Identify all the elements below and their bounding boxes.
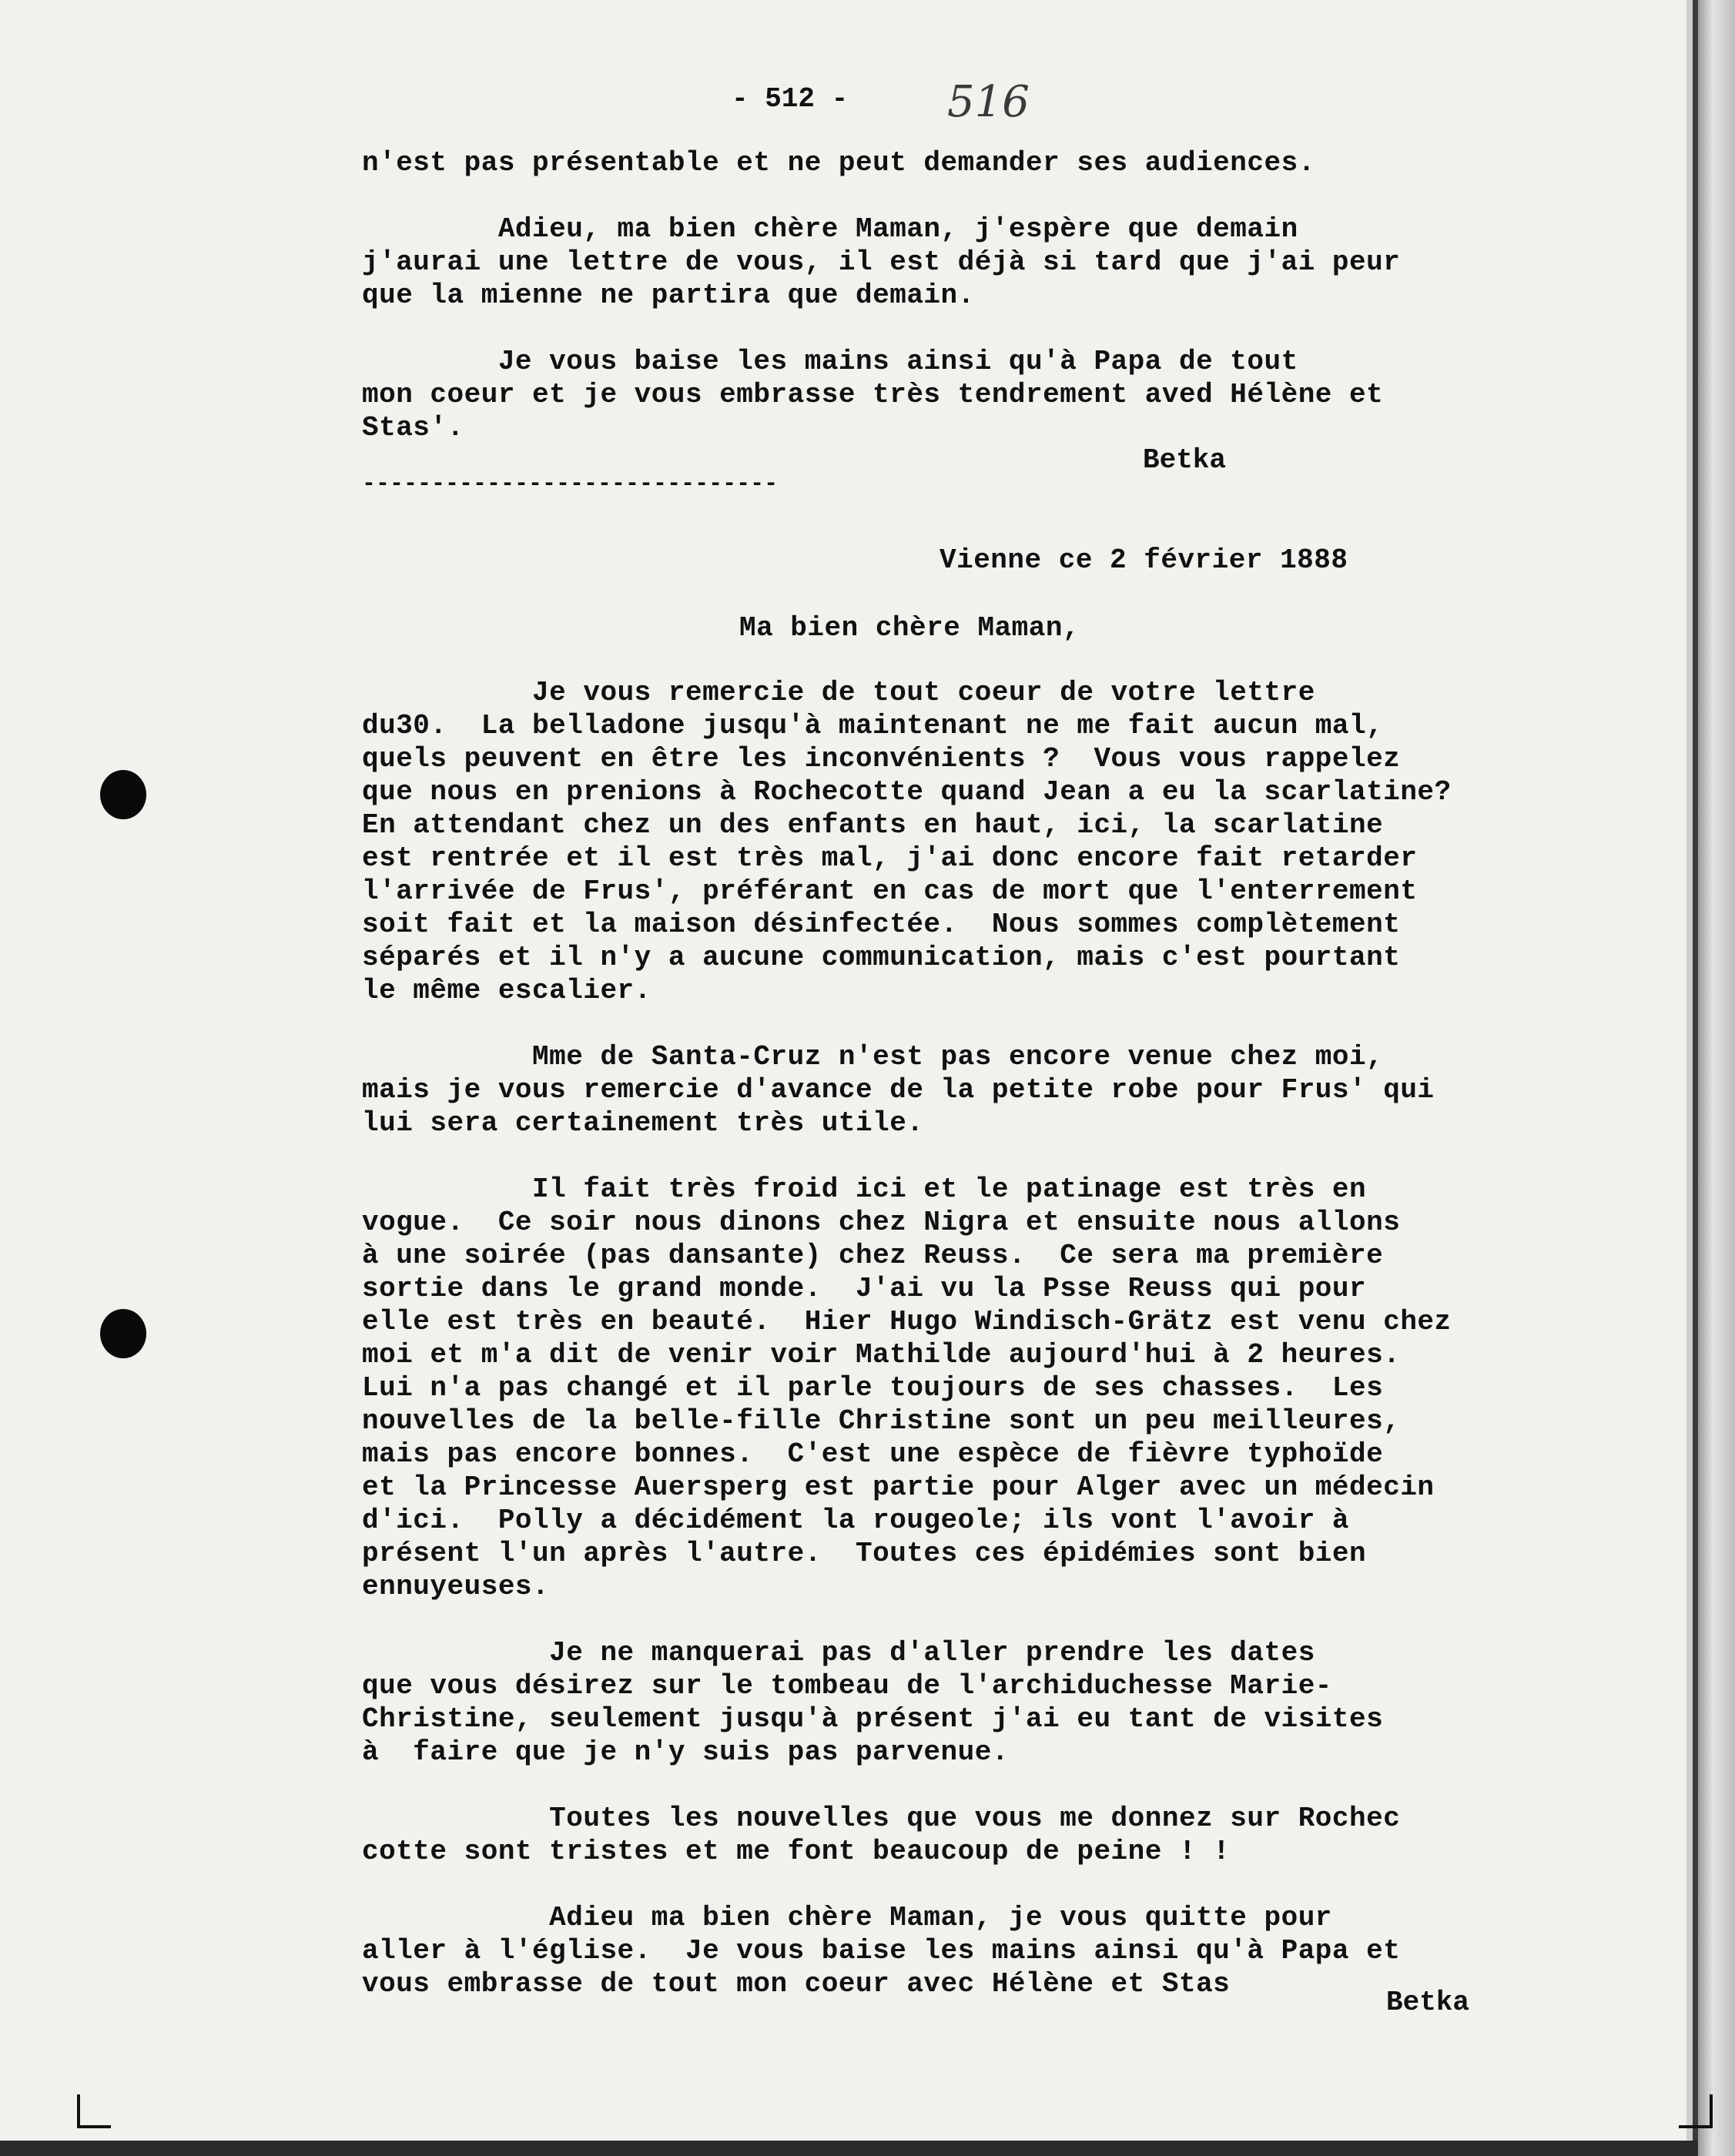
dateline: Vienne ce 2 février 1888 [940,544,1348,576]
text-line: Je ne manquerai pas d'aller prendre les dates [362,1637,1315,1669]
text-line: vogue. Ce soir nous dinons chez Nigra et ensuite nous allons [362,1207,1401,1238]
text-line [362,1769,1640,1802]
text-line: et la Princesse Auersperg est partie pour Alger avec un médecin [362,1471,1435,1503]
text-line: du30. La belladone jusqu'à maintenant ne me fait aucun mal, [362,710,1384,742]
letter-1-body [362,146,1640,444]
text-line: que vous désirez sur le tombeau de l'archiduchesse Marie- [362,1670,1332,1702]
signature-1: Betka [1143,444,1227,476]
text-line: Il fait très froid ici et le patinage est très en [362,1173,1367,1205]
text-line: Mme de Santa-Cruz n'est pas encore venue chez moi, [362,1041,1384,1073]
text-line: En attendant chez un des enfants en haut, ici, la scarlatine [362,809,1384,841]
text-line: à une soirée (pas dansante) chez Reuss. Ce sera ma première [362,1240,1384,1271]
text-line: sortie dans le grand monde. J'ai vu la Psse Reuss qui pour [362,1273,1367,1304]
text-line [362,1140,1640,1173]
text-line: mais pas encore bonnes. C'est une espèce de fièvre typhoïde [362,1438,1384,1470]
text-line: Stas'. [362,412,464,444]
text-line: d'ici. Polly a décidément la rougeole; ils vont l'avoir à [362,1505,1350,1536]
text-line: Adieu ma bien chère Maman, je vous quitte pour [362,1902,1332,1933]
text-line: cotte sont tristes et me font beaucoup de peine ! ! [362,1836,1231,1867]
text-line [362,312,1640,345]
text-line: vous embrasse de tout mon coeur avec Hélène et Stas [362,1968,1231,2000]
letter-2-body [362,676,1640,2000]
text-line: lui sera certainement très utile. [362,1107,924,1139]
text-line: elle est très en beauté. Hier Hugo Windisch-Grätz est venu chez [362,1306,1452,1337]
text-line [362,1603,1640,1636]
text-line: soit fait et la maison désinfectée. Nous sommes complètement [362,909,1401,940]
text-line: est rentrée et il est très mal, j'ai donc encore fait retarder [362,842,1418,874]
separator-line: ------------------------------ [362,471,779,497]
text-line: aller à l'église. Je vous baise les mains ainsi qu'à Papa et [362,1935,1401,1967]
text-line: à faire que je n'y suis pas parvenue. [362,1736,1009,1768]
punch-hole [100,1309,146,1358]
salutation: Ma bien chère Maman, [739,612,1080,644]
text-line: que nous en prenions à Rochecotte quand Jean a eu la scarlatine? [362,776,1452,808]
text-line: présent l'un après l'autre. Toutes ces épidémies sont bien [362,1538,1367,1569]
text-line: quels peuvent en être les inconvénients ? Vous vous rappelez [362,743,1401,775]
page-edge [1698,0,1735,2156]
text-line: que la mienne ne partira que demain. [362,280,975,311]
text-line: moi et m'a dit de venir voir Mathilde aujourd'hui à 2 heures. [362,1339,1401,1371]
signature-2: Betka [1386,1987,1470,2018]
text-line: Je vous baise les mains ainsi qu'à Papa de tout [362,346,1298,377]
text-line: séparés et il n'y a aucune communication, mais c'est pourtant [362,942,1401,973]
handwritten-page-number: 516 [947,77,1030,127]
text-line: mais je vous remercie d'avance de la petite robe pour Frus' qui [362,1074,1435,1106]
text-line: Je vous remercie de tout coeur de votre lettre [362,677,1315,708]
text-line: Lui n'a pas changé et il parle toujours de ses chasses. Les [362,1372,1384,1404]
text-line: le même escalier. [362,975,651,1006]
text-line: Toutes les nouvelles que vous me donnez sur Rochec [362,1803,1401,1834]
text-line: ennuyeuses. [362,1571,550,1602]
text-line: Christine, seulement jusqu'à présent j'ai eu tant de visites [362,1703,1384,1735]
text-line [362,179,1640,213]
text-line: Adieu, ma bien chère Maman, j'espère que demain [362,213,1298,245]
crop-mark [1679,2094,1713,2128]
text-line: nouvelles de la belle-fille Christine sont un peu meilleures, [362,1405,1401,1437]
punch-hole [100,770,146,819]
crop-mark [77,2094,111,2128]
text-line: l'arrivée de Frus', préférant en cas de mort que l'enterrement [362,875,1418,907]
typed-page-number: - 512 - [732,83,849,115]
text-line: j'aurai une lettre de vous, il est déjà si tard que j'ai peur [362,246,1401,278]
text-line [362,1868,1640,1901]
text-line [362,1007,1640,1040]
text-line: n'est pas présentable et ne peut demander ses audiences. [362,147,1315,179]
text-line: mon coeur et je vous embrasse très tendrement aved Hélène et [362,379,1384,410]
